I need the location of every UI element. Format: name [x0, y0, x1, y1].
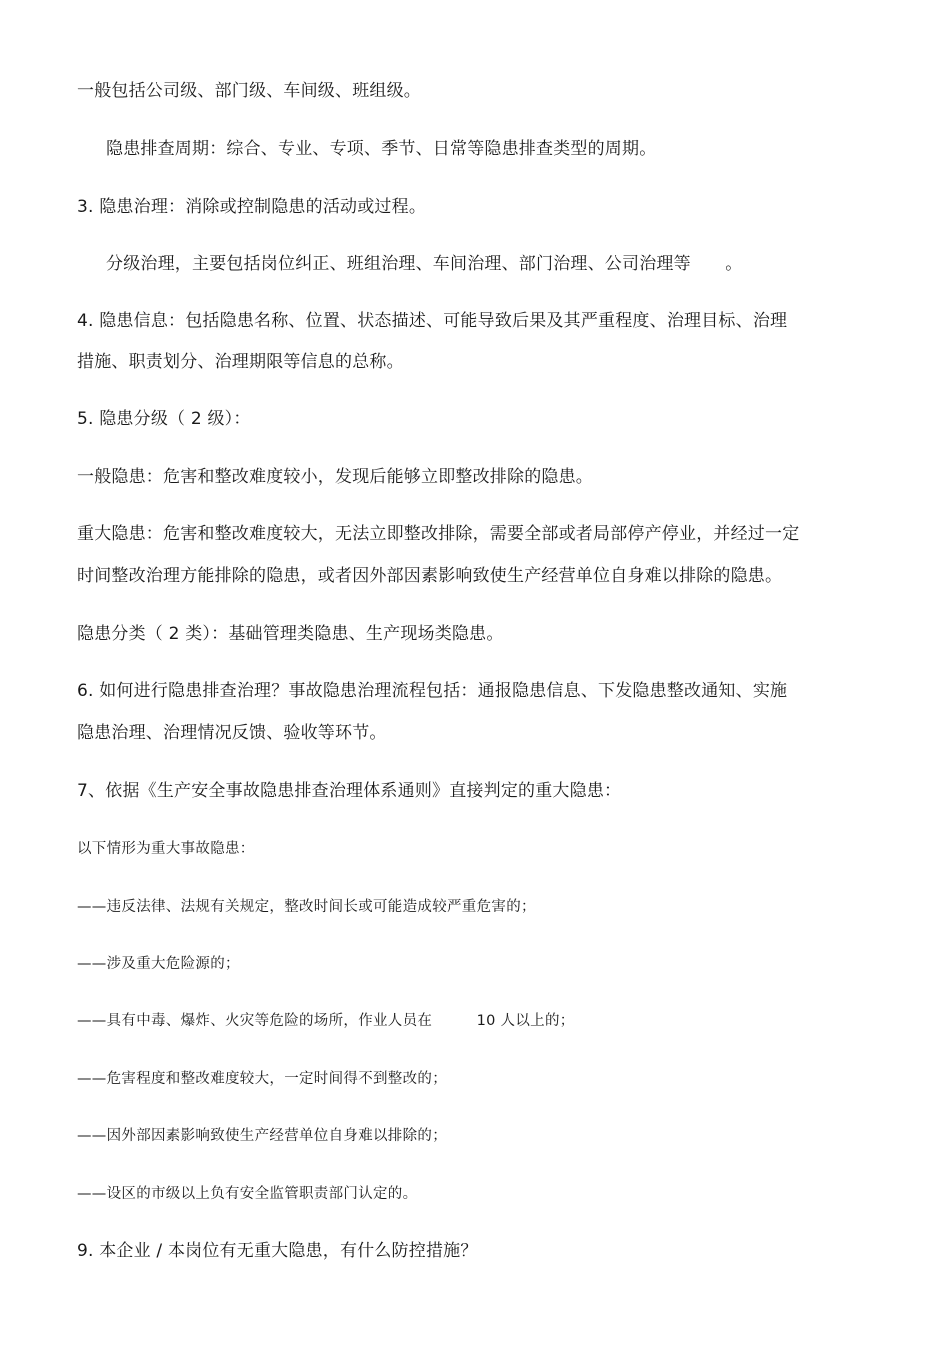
text-line-14: 7、依据《生产安全事故隐患排查治理体系通则》直接判定的重大隐患： — [77, 781, 622, 801]
text-line-8: 一般隐患：危害和整改难度较小，发现后能够立即整改排除的隐患。 — [77, 467, 593, 487]
text-line-3: 3. 隐患治理：消除或控制隐患的活动或过程。 — [77, 197, 427, 217]
text-line-6: 措施、职责划分、治理期限等信息的总称。 — [77, 352, 404, 372]
text-line-20: ——因外部因素影响致使生产经营单位自身难以排除的； — [77, 1128, 447, 1144]
text-line-7: 5. 隐患分级（ 2 级）： — [77, 409, 251, 429]
text-line-18: ——具有中毒、爆炸、火灾等危险的场所，作业人员在 10 人以上的； — [77, 1013, 575, 1029]
text-line-15: 以下情形为重大事故隐患： — [77, 841, 255, 857]
text-line-22: 9. 本企业 / 本岗位有无重大隐患，有什么防控措施？ — [77, 1241, 478, 1261]
text-line-5: 4. 隐患信息：包括隐患名称、位置、状态描述、可能导致后果及其严重程度、治理目标、治理 — [77, 311, 788, 331]
text-line-19: ——危害程度和整改难度较大，一定时间得不到整改的； — [77, 1071, 447, 1087]
text-line-10: 时间整改治理方能排除的隐患，或者因外部因素影响致使生产经营单位自身难以排除的隐患。 — [77, 566, 783, 586]
text-line-13: 隐患治理、治理情况反馈、验收等环节。 — [77, 723, 387, 743]
text-line-1: 一般包括公司级、部门级、车间级、班组级。 — [77, 81, 421, 101]
text-line-4: 分级治理，主要包括岗位纠正、班组治理、车间治理、部门治理、公司治理等 。 — [106, 254, 743, 274]
text-line-17: ——涉及重大危险源的； — [77, 956, 240, 972]
text-line-11: 隐患分类（ 2 类）：基础管理类隐患、生产现场类隐患。 — [77, 624, 504, 644]
text-line-12: 6. 如何进行隐患排查治理？事故隐患治理流程包括：通报隐患信息、下发隐患整改通知、实施 — [77, 681, 788, 701]
text-line-16: ——违反法律、法规有关规定，整改时间长或可能造成较严重危害的； — [77, 899, 536, 915]
text-line-2: 隐患排查周期：综合、专业、专项、季节、日常等隐患排查类型的周期。 — [106, 139, 657, 159]
text-line-21: ——设区的市级以上负有安全监管职责部门认定的。 — [77, 1186, 418, 1202]
text-line-9: 重大隐患：危害和整改难度较大，无法立即整改排除，需要全部或者局部停产停业，并经过一定 — [77, 524, 800, 544]
